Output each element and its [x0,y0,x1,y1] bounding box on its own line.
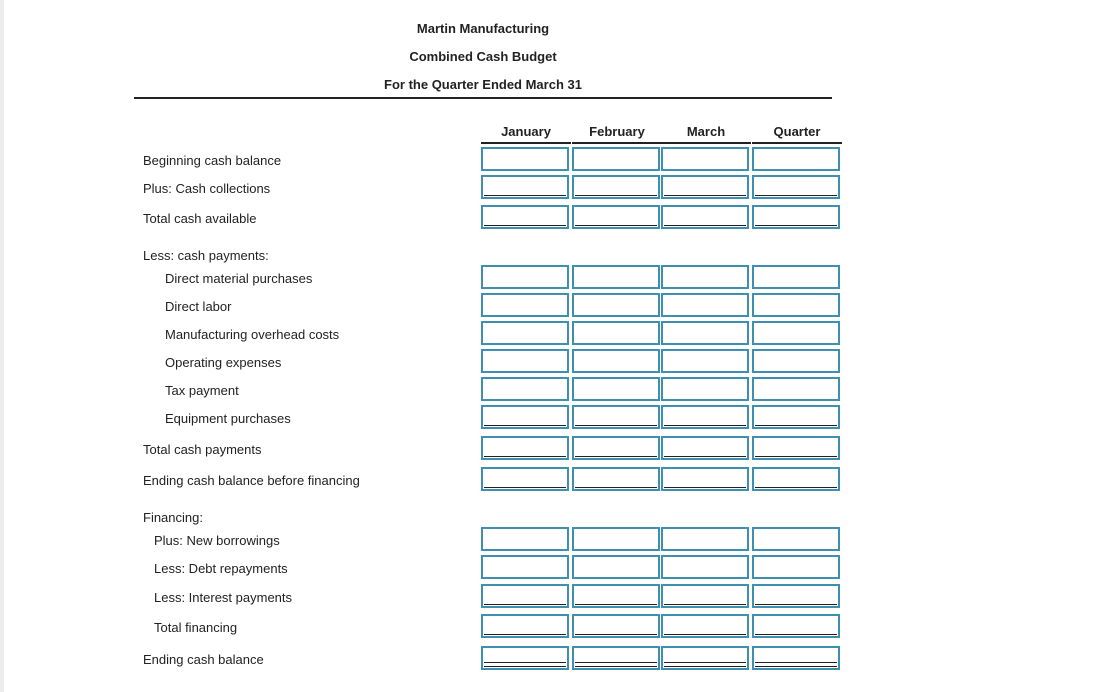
column-header-march: March [661,124,751,144]
amount-input-february[interactable] [572,527,660,551]
company-name: Martin Manufacturing [416,21,550,36]
amount-input-quarter[interactable] [752,646,840,670]
amount-input-february[interactable] [572,646,660,670]
amount-input-february[interactable] [572,205,660,229]
amount-input-march[interactable] [661,555,749,579]
row-label: Less: cash payments: [143,248,269,263]
budget-title: Combined Cash Budget [409,49,557,64]
amount-input-quarter[interactable] [752,293,840,317]
amount-input-quarter[interactable] [752,614,840,638]
header-rule [134,97,832,99]
amount-input-january[interactable] [481,646,569,670]
row-label: Financing: [143,510,203,525]
row-label: Total cash available [143,211,257,226]
amount-input-march[interactable] [661,349,749,373]
amount-input-february[interactable] [572,436,660,460]
cutoff-text-line [135,0,695,4]
amount-input-february[interactable] [572,614,660,638]
amount-input-quarter[interactable] [752,467,840,491]
viewer-edge [0,0,4,692]
row-label: Direct material purchases [165,271,313,286]
row-label: Total cash payments [143,442,262,457]
row-label: Equipment purchases [165,411,291,426]
amount-input-january[interactable] [481,147,569,171]
amount-input-quarter[interactable] [752,377,840,401]
row-label: Plus: Cash collections [143,181,271,196]
column-header-january: January [481,124,571,144]
amount-input-february[interactable] [572,377,660,401]
amount-input-quarter[interactable] [752,584,840,608]
amount-input-march[interactable] [661,467,749,491]
amount-input-february[interactable] [572,265,660,289]
row-label: Ending cash balance before financing [143,473,360,488]
amount-input-january[interactable] [481,377,569,401]
amount-input-february[interactable] [572,293,660,317]
amount-input-quarter[interactable] [752,147,840,171]
column-header-quarter: Quarter [752,124,842,144]
amount-input-january[interactable] [481,555,569,579]
row-label: Plus: New borrowings [154,533,280,548]
row-label: Ending cash balance [143,652,264,667]
row-label: Operating expenses [165,355,282,370]
amount-input-january[interactable] [481,175,569,199]
row-label: Direct labor [165,299,232,314]
amount-input-january[interactable] [481,349,569,373]
amount-input-january[interactable] [481,405,569,429]
amount-input-march[interactable] [661,321,749,345]
amount-input-quarter[interactable] [752,405,840,429]
budget-period: For the Quarter Ended March 31 [384,77,582,92]
amount-input-quarter[interactable] [752,321,840,345]
amount-input-january[interactable] [481,614,569,638]
row-label: Less: Interest payments [154,590,293,605]
amount-input-february[interactable] [572,467,660,491]
amount-input-february[interactable] [572,555,660,579]
amount-input-quarter[interactable] [752,205,840,229]
amount-input-february[interactable] [572,405,660,429]
row-label: Manufacturing overhead costs [165,327,340,342]
amount-input-march[interactable] [661,436,749,460]
row-label: Less: Debt repayments [154,561,288,576]
amount-input-january[interactable] [481,265,569,289]
amount-input-february[interactable] [572,147,660,171]
amount-input-march[interactable] [661,527,749,551]
amount-input-march[interactable] [661,293,749,317]
amount-input-march[interactable] [661,614,749,638]
amount-input-quarter[interactable] [752,527,840,551]
row-label: Total financing [154,620,238,635]
amount-input-march[interactable] [661,175,749,199]
amount-input-january[interactable] [481,205,569,229]
amount-input-january[interactable] [481,321,569,345]
amount-input-february[interactable] [572,321,660,345]
amount-input-quarter[interactable] [752,175,840,199]
column-header-february: February [572,124,662,144]
amount-input-quarter[interactable] [752,265,840,289]
amount-input-january[interactable] [481,293,569,317]
amount-input-march[interactable] [661,205,749,229]
amount-input-january[interactable] [481,436,569,460]
amount-input-march[interactable] [661,646,749,670]
amount-input-january[interactable] [481,584,569,608]
amount-input-quarter[interactable] [752,349,840,373]
amount-input-february[interactable] [572,349,660,373]
amount-input-march[interactable] [661,405,749,429]
amount-input-march[interactable] [661,265,749,289]
amount-input-quarter[interactable] [752,436,840,460]
amount-input-march[interactable] [661,377,749,401]
row-label: Tax payment [165,383,239,398]
amount-input-february[interactable] [572,584,660,608]
row-label: Beginning cash balance [143,153,282,168]
amount-input-march[interactable] [661,147,749,171]
amount-input-january[interactable] [481,467,569,491]
amount-input-quarter[interactable] [752,555,840,579]
amount-input-march[interactable] [661,584,749,608]
amount-input-february[interactable] [572,175,660,199]
amount-input-january[interactable] [481,527,569,551]
